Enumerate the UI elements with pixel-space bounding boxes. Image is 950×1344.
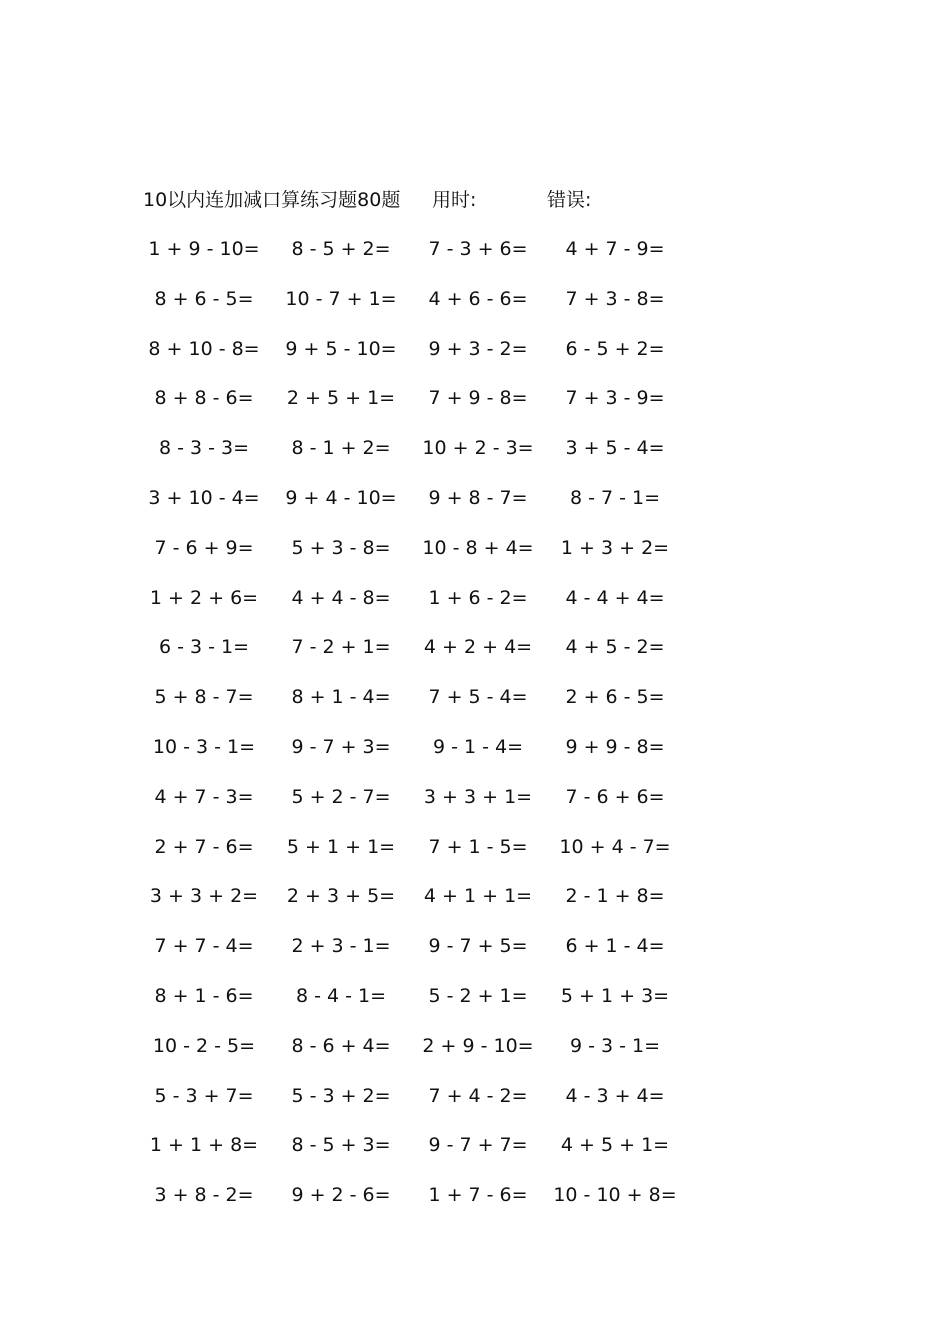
- problem-item: 5 + 1 + 1=: [286, 835, 396, 858]
- problem-row: [140, 834, 700, 884]
- problem-item: 10 - 2 - 5=: [152, 1034, 256, 1057]
- problem-item: 5 - 2 + 1=: [428, 984, 528, 1007]
- problem-item: 6 + 1 - 4=: [565, 935, 665, 958]
- problem-item: 1 + 9 - 10=: [148, 238, 260, 260]
- problem-item: 8 + 6 - 5=: [154, 287, 254, 310]
- problem-item: 5 + 3 - 8=: [291, 536, 391, 559]
- problem-item: 7 + 3 - 8=: [565, 287, 665, 310]
- problem-item: 7 - 6 + 6=: [565, 785, 665, 808]
- problem-item: 6 - 3 - 1=: [158, 636, 250, 659]
- problem-item: 9 + 8 - 7=: [428, 486, 528, 509]
- problem-item: 2 + 5 + 1=: [286, 387, 396, 410]
- problem-item: 5 + 2 - 7=: [291, 785, 391, 808]
- error-count-label: 错误:: [547, 189, 592, 211]
- problem-row: [140, 933, 700, 983]
- problem-item: 8 - 1 + 2=: [291, 437, 391, 460]
- problem-item: 8 - 4 - 1=: [295, 984, 387, 1007]
- problem-item: 9 - 3 - 1=: [569, 1034, 661, 1057]
- problem-item: 4 + 7 - 9=: [565, 238, 665, 260]
- problem-row: [140, 1083, 700, 1133]
- problem-item: 5 - 3 + 2=: [291, 1084, 391, 1107]
- problem-item: 3 + 5 - 4=: [565, 437, 665, 460]
- problem-row: [140, 1132, 700, 1182]
- problem-item: 1 + 2 + 6=: [149, 586, 259, 609]
- problem-item: 4 + 7 - 3=: [154, 785, 254, 808]
- problem-item: 7 - 6 + 9=: [154, 536, 254, 559]
- problem-item: 4 + 2 + 4=: [423, 636, 533, 659]
- problem-row: [140, 336, 700, 386]
- problem-item: 4 + 1 + 1=: [423, 885, 533, 908]
- problem-item: 10 + 4 - 7=: [559, 835, 671, 858]
- problem-item: 8 - 3 - 3=: [158, 437, 250, 460]
- problem-item: 8 - 7 - 1=: [569, 486, 661, 509]
- problem-item: 2 + 3 + 5=: [286, 885, 396, 908]
- problem-row: [140, 684, 700, 734]
- problem-item: 9 - 7 + 7=: [428, 1134, 528, 1157]
- problem-item: 7 + 7 - 4=: [154, 935, 254, 958]
- problem-item: 8 - 5 + 2=: [291, 238, 391, 260]
- problem-item: 9 + 3 - 2=: [428, 337, 528, 360]
- worksheet-title: 10以内连加减口算练习题80题: [143, 189, 401, 211]
- problem-item: 5 + 1 + 3=: [560, 984, 670, 1007]
- problem-item: 2 + 7 - 6=: [154, 835, 254, 858]
- problem-item: 3 + 10 - 4=: [148, 486, 260, 509]
- problem-item: 10 + 2 - 3=: [422, 437, 534, 460]
- problem-item: 10 - 10 + 8=: [553, 1184, 677, 1207]
- problem-item: 5 + 8 - 7=: [154, 686, 254, 709]
- problem-row: [140, 634, 700, 684]
- problem-item: 1 + 6 - 2=: [428, 586, 528, 609]
- problem-item: 7 + 4 - 2=: [428, 1084, 528, 1107]
- problem-item: 3 + 8 - 2=: [154, 1184, 254, 1207]
- problem-item: 7 + 3 - 9=: [565, 387, 665, 410]
- problem-row: [140, 585, 700, 635]
- problem-item: 9 - 7 + 3=: [291, 735, 391, 758]
- problem-item: 4 + 5 - 2=: [565, 636, 665, 659]
- problem-item: 3 + 3 + 2=: [149, 885, 259, 908]
- problem-item: 8 + 1 - 4=: [291, 686, 391, 709]
- problem-row: [140, 236, 700, 286]
- time-used-label: 用时:: [432, 189, 477, 211]
- problem-item: 4 + 5 + 1=: [560, 1134, 670, 1157]
- problem-item: 9 + 9 - 8=: [565, 735, 665, 758]
- problem-item: 4 + 4 - 8=: [291, 586, 391, 609]
- problem-item: 4 - 3 + 4=: [565, 1084, 665, 1107]
- problem-item: 10 - 3 - 1=: [152, 735, 256, 758]
- problem-grid: [140, 236, 700, 1232]
- problem-row: [140, 1182, 700, 1232]
- problem-row: [140, 485, 700, 535]
- problem-item: 6 - 5 + 2=: [565, 337, 665, 360]
- problem-row: [140, 535, 700, 585]
- problem-row: [140, 784, 700, 834]
- problem-row: [140, 983, 700, 1033]
- problem-item: 2 + 9 - 10=: [422, 1034, 534, 1057]
- problem-row: [140, 734, 700, 784]
- problem-item: 10 - 7 + 1=: [285, 287, 397, 310]
- problem-item: 8 + 8 - 6=: [154, 387, 254, 410]
- problem-item: 8 - 5 + 3=: [291, 1134, 391, 1157]
- problem-item: 7 + 1 - 5=: [428, 835, 528, 858]
- problem-item: 5 - 3 + 7=: [154, 1084, 254, 1107]
- problem-item: 7 + 9 - 8=: [428, 387, 528, 410]
- problem-row: [140, 385, 700, 435]
- problem-item: 7 - 2 + 1=: [291, 636, 391, 659]
- problem-item: 2 - 1 + 8=: [565, 885, 665, 908]
- problem-item: 8 + 1 - 6=: [154, 984, 254, 1007]
- problem-item: 1 + 7 - 6=: [428, 1184, 528, 1207]
- problem-item: 9 + 5 - 10=: [285, 337, 397, 360]
- problem-item: 9 - 1 - 4=: [432, 735, 524, 758]
- problem-item: 2 + 6 - 5=: [565, 686, 665, 709]
- problem-item: 1 + 3 + 2=: [560, 536, 670, 559]
- problem-item: 9 + 4 - 10=: [285, 486, 397, 509]
- problem-item: 1 + 1 + 8=: [149, 1134, 259, 1157]
- problem-item: 8 - 6 + 4=: [291, 1034, 391, 1057]
- problem-item: 7 - 3 + 6=: [428, 238, 528, 260]
- problem-row: [140, 1033, 700, 1083]
- problem-row: [140, 435, 700, 485]
- problem-item: 2 + 3 - 1=: [291, 935, 391, 958]
- problem-row: [140, 883, 700, 933]
- problem-item: 4 + 6 - 6=: [428, 287, 528, 310]
- problem-item: 9 - 7 + 5=: [428, 935, 528, 958]
- problem-item: 4 - 4 + 4=: [565, 586, 665, 609]
- problem-row: [140, 286, 700, 336]
- problem-item: 8 + 10 - 8=: [148, 337, 260, 360]
- problem-item: 10 - 8 + 4=: [422, 536, 534, 559]
- problem-item: 9 + 2 - 6=: [291, 1184, 391, 1207]
- problem-item: 7 + 5 - 4=: [428, 686, 528, 709]
- problem-item: 3 + 3 + 1=: [423, 785, 533, 808]
